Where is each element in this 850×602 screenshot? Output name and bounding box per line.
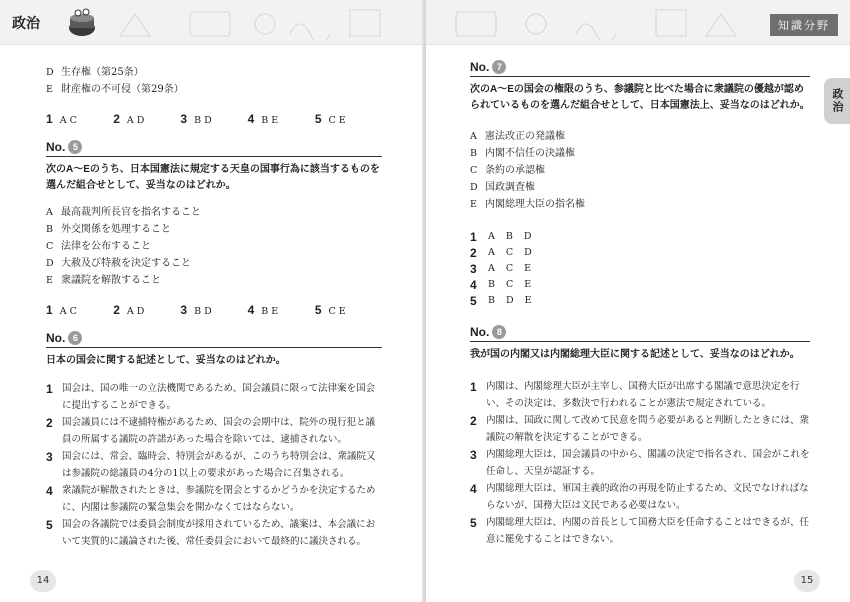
answer-choice: 3 A C E	[470, 262, 536, 276]
question-text: 我が国の内閣又は内閣総理大臣に関する記述として、妥当なのはどれか。	[470, 349, 800, 360]
question-number-badge: 7	[492, 60, 506, 74]
left-content	[46, 64, 382, 551]
statement-item: 2 国会議員には不逮捕特権があるため、国会の会期中は、院外の現行犯と議員の所属する議院の許諾があった場合を除いては、逮捕されない。	[46, 416, 376, 445]
statement-item: 5 内閣総理大臣は、内閣の首長として国務大臣を任命することはできるが、任意に罷免することはできない。	[470, 516, 810, 545]
statement-item: 5 国会の各議院では委員会制度が採用されているため、議案は、本会議において実質的に議論された後、常任委員会において最終的に議決される。	[46, 518, 376, 547]
answer-choice: 5 B D E	[470, 294, 536, 308]
right-content	[470, 60, 810, 549]
answer-choice: 3 B D	[180, 112, 212, 126]
right-page	[426, 0, 850, 602]
option-item: D 国政調査権	[470, 182, 535, 193]
question-options	[470, 128, 810, 213]
statement-item: 2 内閣は、国政に関して改めて民意を問う必要があると判断したときには、衆議院の解散を決定することができる。	[470, 414, 810, 443]
option-item: C 法律を公布すること	[46, 241, 151, 252]
option-item: D 生存権（第25条）	[46, 67, 144, 78]
page-number: 15	[794, 570, 820, 592]
answer-choice: 4 B C E	[470, 278, 536, 292]
statement-list	[46, 381, 382, 550]
statement-list	[470, 379, 810, 548]
question-heading: No. 8	[470, 325, 810, 342]
answer-choice: 5 C E	[314, 303, 346, 317]
answer-choice: 5 C E	[314, 112, 346, 126]
answer-choice: 1 A C	[46, 112, 77, 126]
answer-choices-list	[470, 229, 810, 309]
answer-choice: 2 A C D	[470, 246, 536, 260]
answer-choice: 2 A D	[113, 303, 145, 317]
question-options	[46, 204, 382, 289]
page-header	[426, 0, 850, 45]
option-item: A 最高裁判所長官を指名すること	[46, 207, 201, 218]
section-side-tab: 政治	[824, 78, 850, 124]
option-item: D 大赦及び特赦を決定すること	[46, 258, 191, 269]
answer-choices-row	[46, 112, 382, 126]
question-heading: No. 5	[46, 140, 382, 157]
option-item: A 憲法改正の発議権	[470, 131, 565, 142]
question-text: 次のA～Eの国会の権限のうち、参議院と比べた場合に衆議院の優越が認められているものを選んだ組合せとして、日本国憲法上、妥当なのはどれか。	[470, 84, 810, 111]
answer-choice: 3 B D	[180, 303, 212, 317]
left-page	[0, 0, 424, 602]
option-item: E 財産権の不可侵（第29条）	[46, 84, 184, 95]
continued-options	[46, 64, 382, 98]
question-heading: No. 7	[470, 60, 810, 77]
question-number-badge: 5	[68, 140, 82, 154]
field-tag: 知識分野	[770, 14, 838, 36]
option-item: B 外交関係を処理すること	[46, 224, 171, 235]
answer-choices-row	[46, 303, 382, 317]
mascot-pot-icon	[64, 8, 100, 38]
statement-item: 3 国会には、常会、臨時会、特別会があるが、このうち特別会は、衆議院又は参議院の総議員の4分の1以上の要求があった場合に召集される。	[46, 450, 376, 479]
statement-item: 4 内閣総理大臣は、軍国主義的政治の再現を防止するため、文民でなければならないが、国務大臣は文民である必要はない。	[470, 482, 809, 511]
question-number-badge: 8	[492, 325, 506, 339]
option-item: E 内閣総理大臣の指名権	[470, 199, 585, 210]
header-doodle-pattern	[60, 6, 400, 40]
answer-choice: 1 A C	[46, 303, 77, 317]
answer-choice: 2 A D	[113, 112, 145, 126]
question-heading: No. 6	[46, 331, 382, 348]
statement-item: 4 衆議院が解散されたときは、参議院を閉会とするかどうかを決定するために、内閣は参議院の緊急集会を開かなくてはならない。	[46, 484, 376, 513]
question-text: 日本の国会に関する記述として、妥当なのはどれか。	[46, 355, 286, 366]
page-header	[0, 0, 424, 45]
option-item: E 衆議院を解散すること	[46, 275, 161, 286]
header-doodle-pattern	[436, 6, 756, 40]
statement-item: 1 国会は、国の唯一の立法機関であるため、国会議員に限って法律案を国会に提出することができる。	[46, 382, 376, 411]
answer-choice: 4 B E	[247, 303, 279, 317]
statement-item: 3 内閣総理大臣は、国会議員の中から、閣議の決定で指名され、国会がこれを任命し、天皇が認証する。	[470, 448, 810, 477]
question-number-badge: 6	[68, 331, 82, 345]
subject-title: 政治	[12, 16, 40, 32]
question-text: 次のA～Eのうち、日本国憲法に規定する天皇の国事行為に該当するものを選んだ組合せとして、妥当なのはどれか。	[46, 164, 380, 191]
option-item: B 内閣不信任の決議権	[470, 148, 575, 159]
option-item: C 条約の承認権	[470, 165, 545, 176]
statement-item: 1 内閣は、内閣総理大臣が主宰し、国務大臣が出席する閣議で意思決定を行い、その決定は、多数決で行われることが憲法で規定されている。	[470, 380, 800, 409]
page-number: 14	[30, 570, 56, 592]
answer-choice: 4 B E	[247, 112, 279, 126]
answer-choice: 1 A B D	[470, 230, 536, 244]
